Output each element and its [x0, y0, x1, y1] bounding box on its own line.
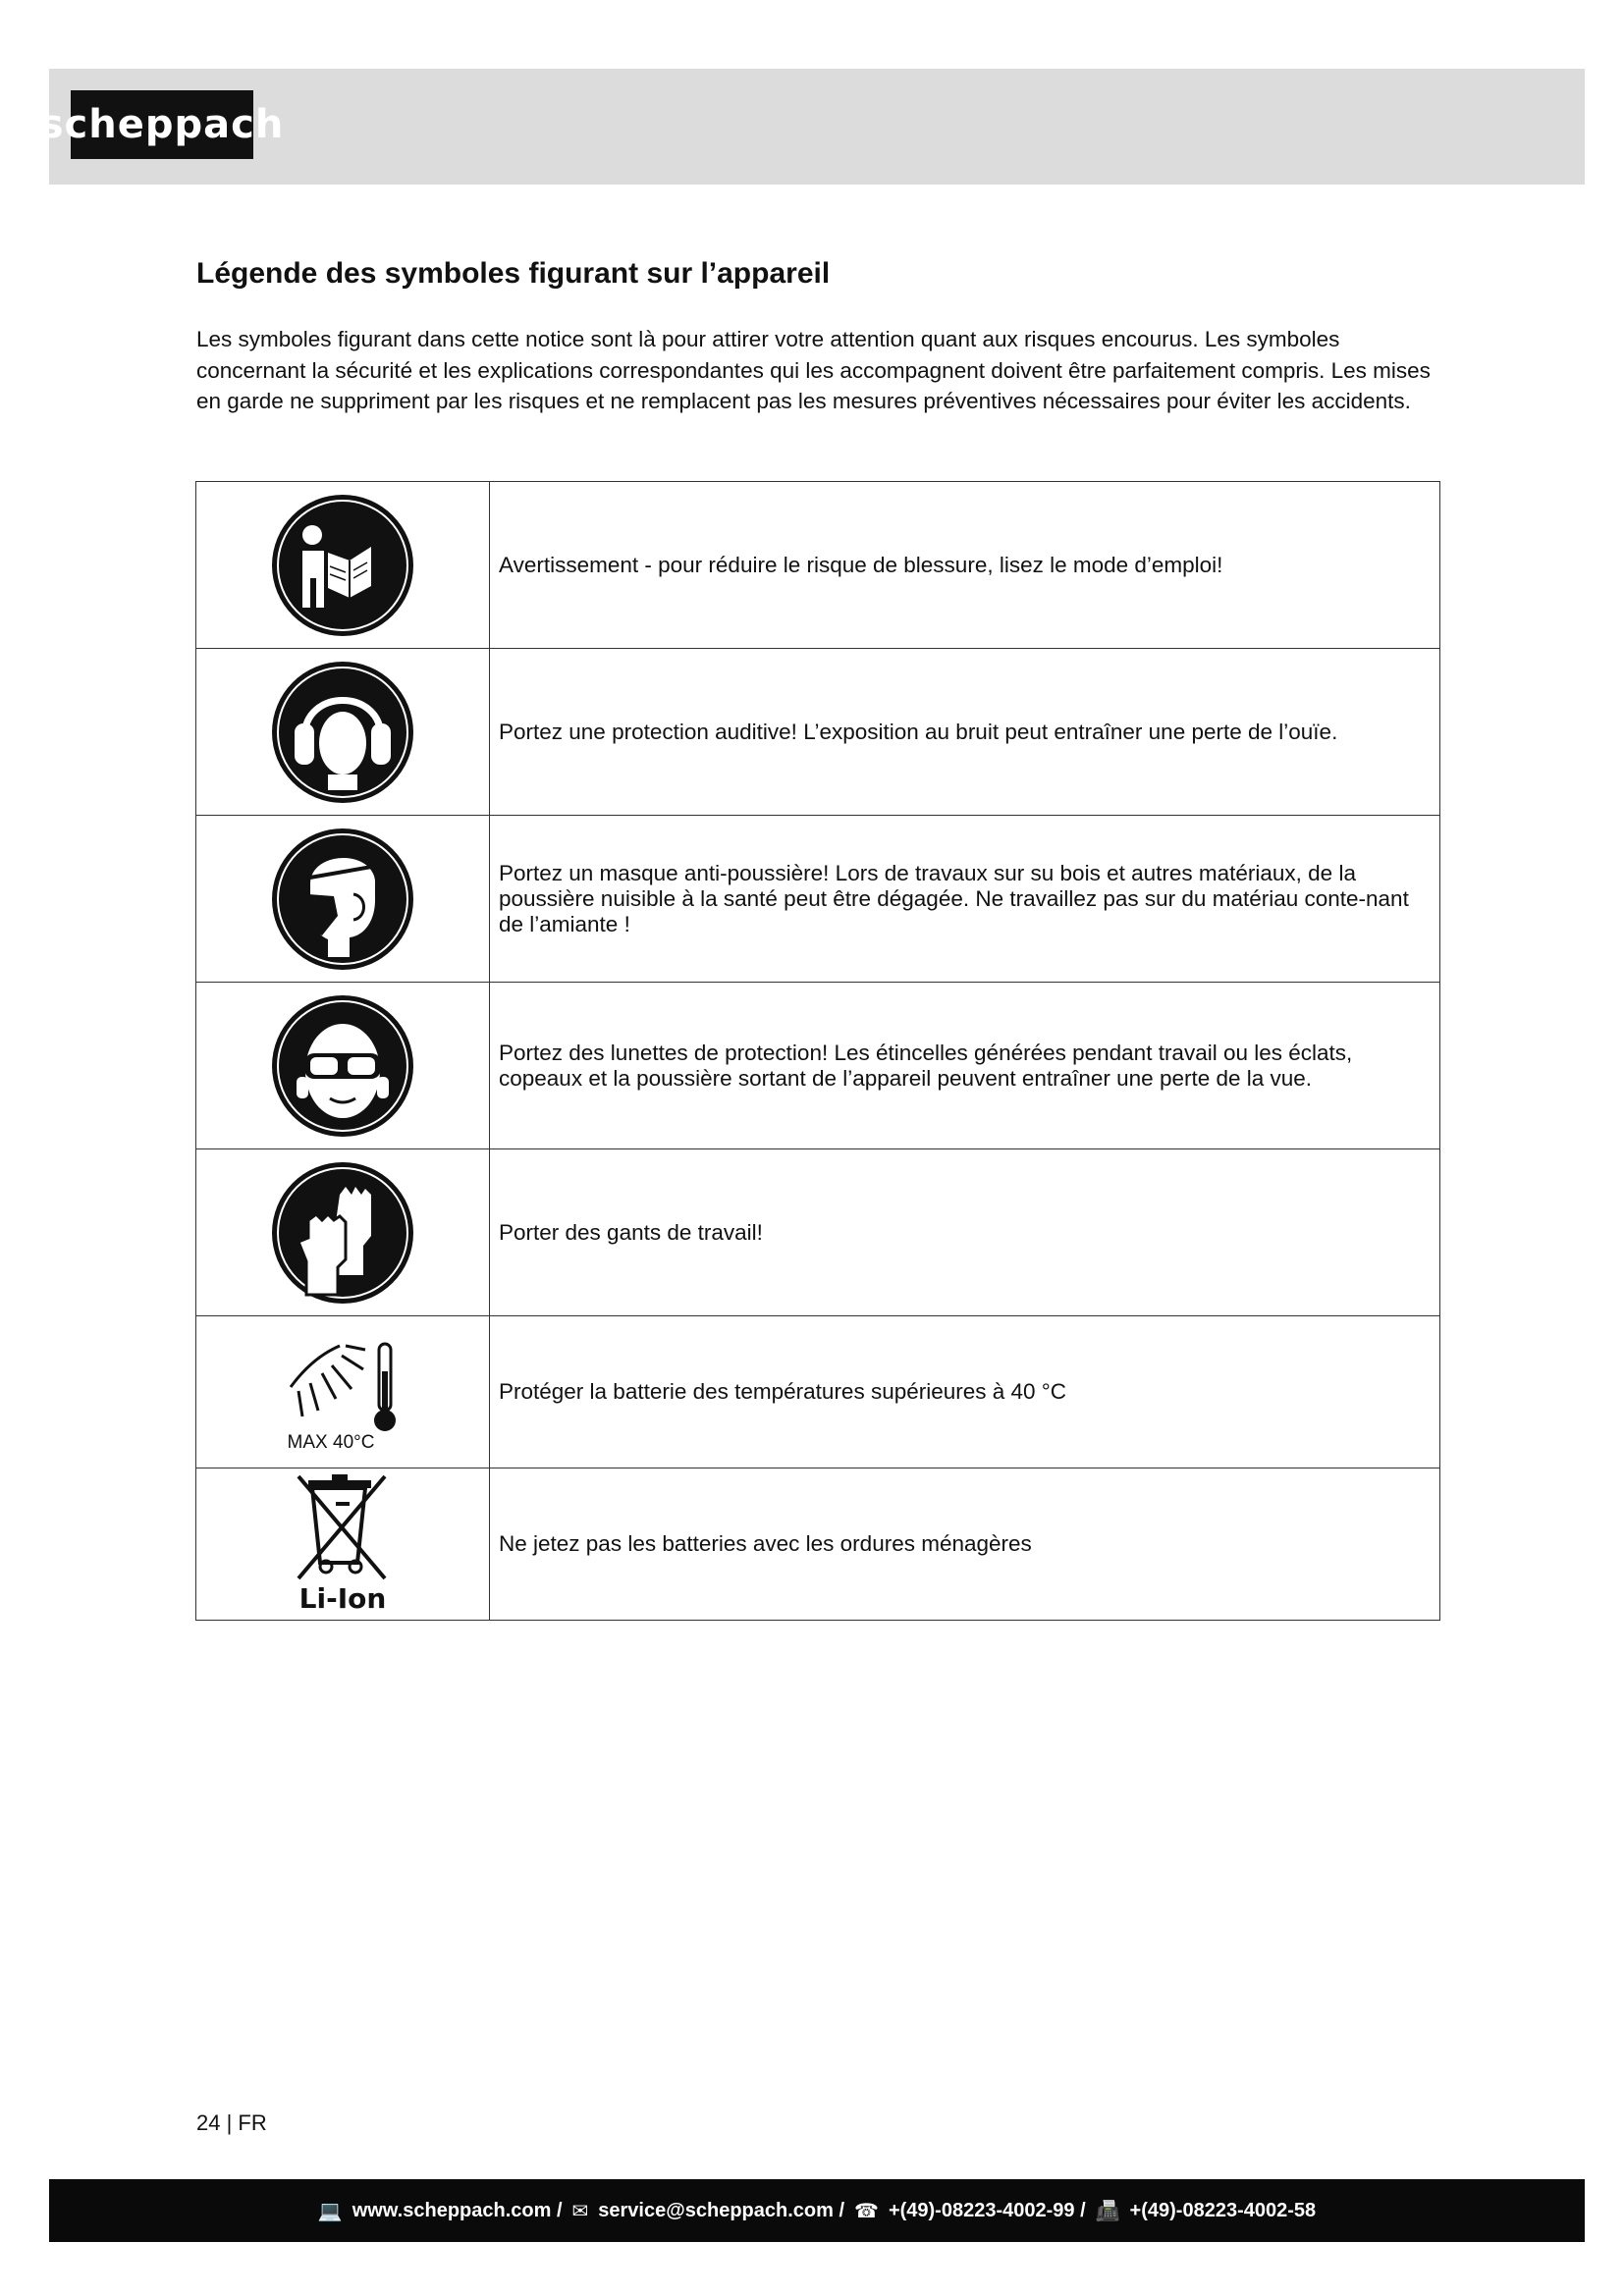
table-row — [196, 649, 1440, 816]
gloves-icon — [269, 1159, 416, 1307]
symbol-description: Protéger la batterie des températures supérieures à 40 °C — [490, 1316, 1440, 1468]
crossed-bin-icon — [289, 1474, 397, 1584]
li-ion-label: Li-Ion — [298, 1582, 387, 1615]
symbol-description: Porter des gants de travail! — [490, 1149, 1440, 1316]
footer-phone: +(49)-08223-4002-99 / — [888, 2199, 1086, 2221]
fax-icon: 📠 — [1095, 2200, 1120, 2222]
footer-email[interactable]: service@scheppach.com / — [598, 2199, 845, 2221]
symbol-legend-table — [195, 481, 1440, 1621]
temperature-label: MAX 40°C — [287, 1432, 375, 1453]
table-row — [196, 1316, 1440, 1468]
page-title: Légende des symboles figurant sur l’appareil — [196, 257, 831, 290]
safety-goggles-icon — [269, 992, 416, 1140]
symbol-description: Portez une protection auditive! L’exposition au bruit peut entraîner une perte de l’ouïe. — [490, 649, 1440, 816]
symbol-description: Portez un masque anti-poussière! Lors de travaux sur su bois et autres matériaux, de la poussière nuisible à la santé peut être dégagée. Ne travaillez pas sur du matériau conte-nant de l’amiante ! — [490, 816, 1440, 983]
ear-protection-icon — [269, 659, 416, 806]
page-number: 24 | FR — [196, 2110, 267, 2135]
computer-icon: 💻 — [317, 2200, 343, 2222]
read-manual-icon — [269, 492, 416, 639]
mail-icon: ✉ — [571, 2200, 589, 2222]
intro-paragraph: Les symboles figurant dans cette notice sont là pour attirer votre attention quant aux risques encourus. Les symboles concernant la sécurité et les explications correspondantes qui les accompagnent doivent être parfaitement compris. Les mises en garde ne suppriment par les risques et ne remplacent pas les mesures préventives nécessaires pour éviter les accidents. — [196, 327, 1431, 413]
phone-icon: ☎ — [854, 2200, 879, 2222]
table-row — [196, 816, 1440, 983]
table-row — [196, 983, 1440, 1149]
footer-fax: +(49)-08223-4002-58 — [1129, 2199, 1317, 2221]
table-row — [196, 482, 1440, 649]
table-row — [196, 1468, 1440, 1621]
symbol-description: Portez des lunettes de protection! Les étincelles générées pendant travail ou les éclats, copeaux et la poussière sortant de l’appareil peuvent entraîner une perte de la vue. — [490, 983, 1440, 1149]
scheppach-logo: scheppach — [71, 90, 253, 159]
symbol-description: Ne jetez pas les batteries avec les ordures ménagères — [490, 1468, 1440, 1621]
table-row — [196, 1149, 1440, 1316]
symbol-description: Avertissement - pour réduire le risque de blessure, lisez le mode d’emploi! — [490, 482, 1440, 649]
footer-contact-bar — [49, 2179, 1585, 2242]
footer-website[interactable]: www.scheppach.com / — [352, 2199, 563, 2221]
dust-mask-icon — [269, 826, 416, 973]
